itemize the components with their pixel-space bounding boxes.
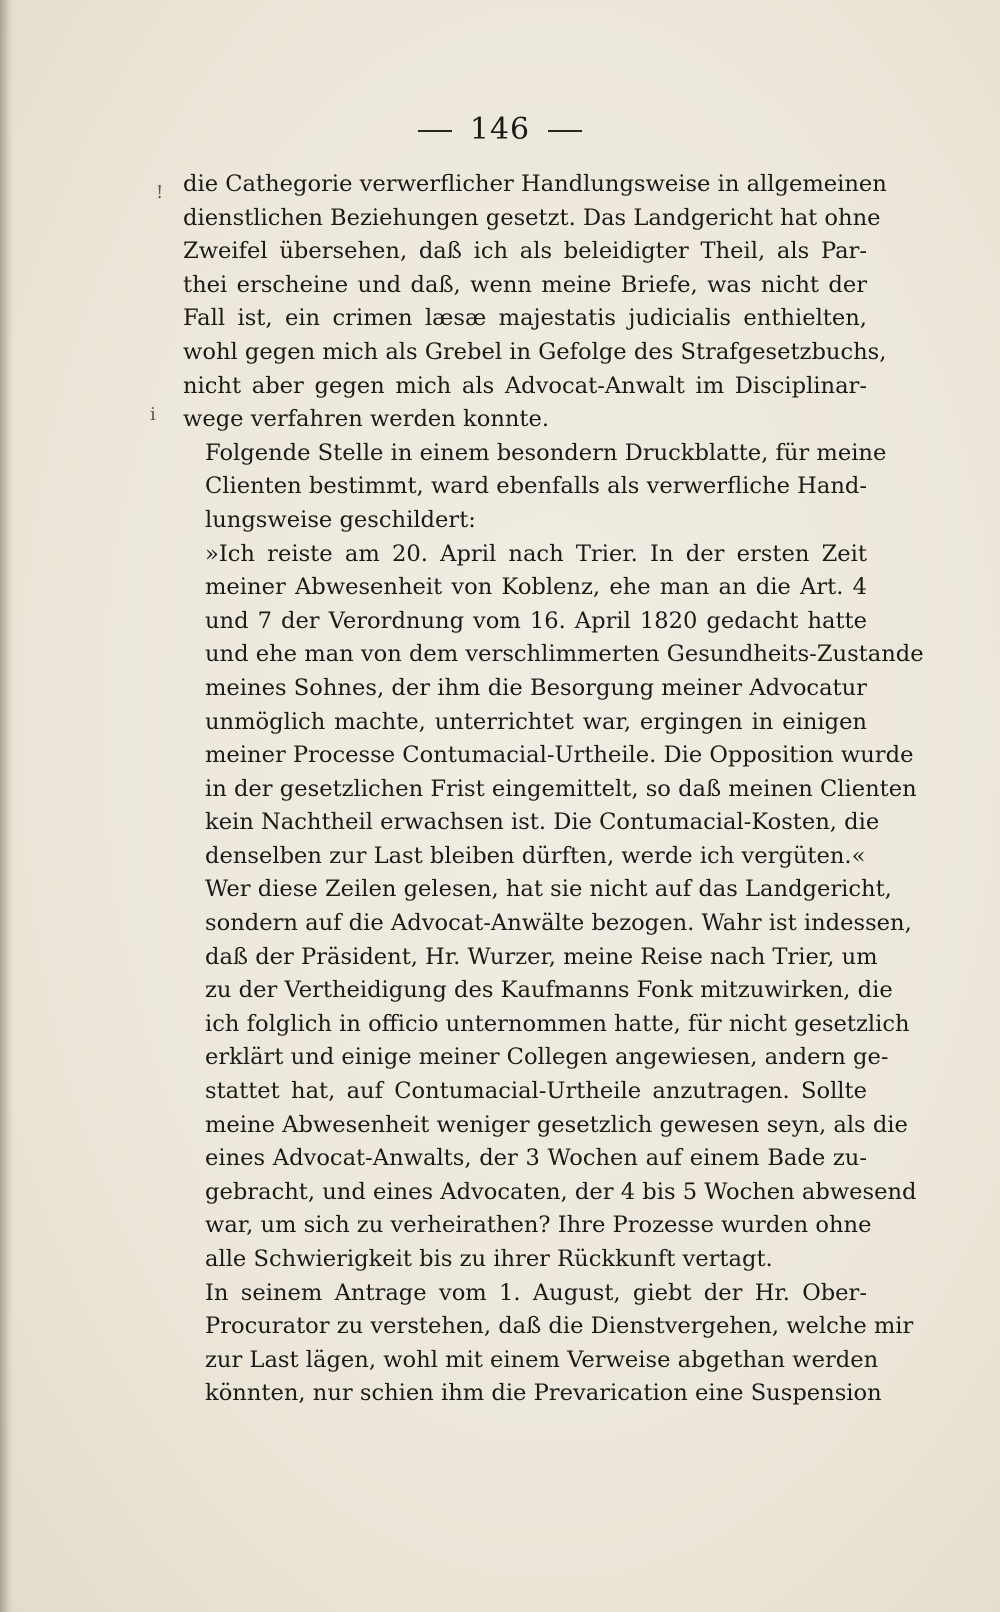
text-line: wege verfahren werden konnte. xyxy=(183,406,550,433)
page-gutter-shadow xyxy=(0,0,14,1612)
page-header xyxy=(0,112,1000,147)
text-line: eines Advocat-Anwalts, der 3 Wochen auf einem Bade zu- xyxy=(205,1145,867,1172)
text-line: wohl gegen mich als Grebel in Gefolge des Strafgesetzbuchs, xyxy=(183,338,887,365)
text-line: sondern auf die Advocat-Anwälte bezogen. Wahr ist indessen, xyxy=(205,910,912,937)
paragraph xyxy=(183,168,887,437)
body-text xyxy=(183,168,924,1411)
text-line: erklärt und einige meiner Collegen angewiesen, andern ge- xyxy=(205,1044,889,1071)
text-line: Folgende Stelle in einem besondern Druckblatte, für meine xyxy=(205,439,887,466)
text-line: Procurator zu verstehen, daß die Dienstvergehen, welche mir xyxy=(205,1313,914,1340)
text-line: gebracht, und eines Advocaten, der 4 bis 5 Wochen abwesend xyxy=(205,1178,917,1205)
paragraph xyxy=(183,1277,914,1411)
margin-mark: i xyxy=(150,404,156,425)
text-line: Clienten bestimmt, ward ebenfalls als verwerfliche Hand- xyxy=(205,473,867,500)
text-line: war, um sich zu verheirathen? Ihre Prozesse wurden ohne xyxy=(205,1212,872,1239)
text-line: Fall ist, ein crimen læsæ majestatis judicialis enthielten, xyxy=(183,305,867,332)
text-line: meine Abwesenheit weniger gesetzlich gewesen seyn, als die xyxy=(205,1111,908,1138)
text-line: meiner Processe Contumacial-Urtheile. Die Opposition wurde xyxy=(205,742,914,769)
text-line: Wer diese Zeilen gelesen, hat sie nicht auf das Landgericht, xyxy=(205,876,892,903)
text-line: thei erscheine und daß, wenn meine Briefe, was nicht der xyxy=(183,271,867,298)
text-line: stattet hat, auf Contumacial-Urtheile anzutragen. Sollte xyxy=(205,1078,867,1105)
text-line: meiner Abwesenheit von Koblenz, ehe man an die Art. 4 xyxy=(205,574,867,601)
text-line: ich folglich in officio unternommen hatte, für nicht gesetzlich xyxy=(205,1010,910,1037)
text-line: zur Last lägen, wohl mit einem Verweise abgethan werden xyxy=(205,1346,879,1373)
page-number: 146 xyxy=(469,112,531,147)
text-line: In seinem Antrage vom 1. August, giebt der Hr. Ober- xyxy=(205,1279,867,1306)
text-line: alle Schwierigkeit bis zu ihrer Rückkunft vertagt. xyxy=(205,1246,773,1272)
text-line: und ehe man von dem verschlimmerten Gesundheits-Zustande xyxy=(205,641,924,668)
text-line: unmöglich machte, unterrichtet war, ergingen in einigen xyxy=(205,708,867,735)
text-line: die Cathegorie verwerflicher Handlungsweise in allgemeinen xyxy=(183,171,887,197)
text-line: Zweifel übersehen, daß ich als beleidigter Theil, als Par- xyxy=(183,238,867,265)
text-line: könnten, nur schien ihm die Prevarication eine Suspension xyxy=(205,1380,882,1407)
paragraph xyxy=(183,437,887,538)
text-line: dienstlichen Beziehungen gesetzt. Das Landgericht hat ohne xyxy=(183,204,881,231)
text-line: in der gesetzlichen Frist eingemittelt, so daß meinen Clienten xyxy=(205,775,917,802)
text-line: daß der Präsident, Hr. Wurzer, meine Reise nach Trier, um xyxy=(205,943,878,970)
text-line: nicht aber gegen mich als Advocat-Anwalt im Disciplinar- xyxy=(183,372,867,399)
text-line: »Ich reiste am 20. April nach Trier. In der ersten Zeit xyxy=(205,540,867,567)
text-line: und 7 der Verordnung vom 16. April 1820 gedacht hatte xyxy=(205,607,867,634)
header-dash-left xyxy=(418,130,452,132)
text-line: zu der Vertheidigung des Kaufmanns Fonk mitzuwirken, die xyxy=(205,977,893,1004)
text-line: meines Sohnes, der ihm die Besorgung meiner Advocatur xyxy=(205,674,867,701)
paragraph xyxy=(183,873,917,1276)
header-dash-right xyxy=(548,130,582,132)
text-line: kein Nachtheil erwachsen ist. Die Contumacial-Kosten, die xyxy=(205,809,880,836)
margin-mark: ! xyxy=(156,182,164,203)
text-line: lungsweise geschildert: xyxy=(205,506,476,533)
quoted-paragraph xyxy=(183,538,924,874)
text-line: denselben zur Last bleiben dürften, werde ich vergüten.« xyxy=(205,842,866,869)
